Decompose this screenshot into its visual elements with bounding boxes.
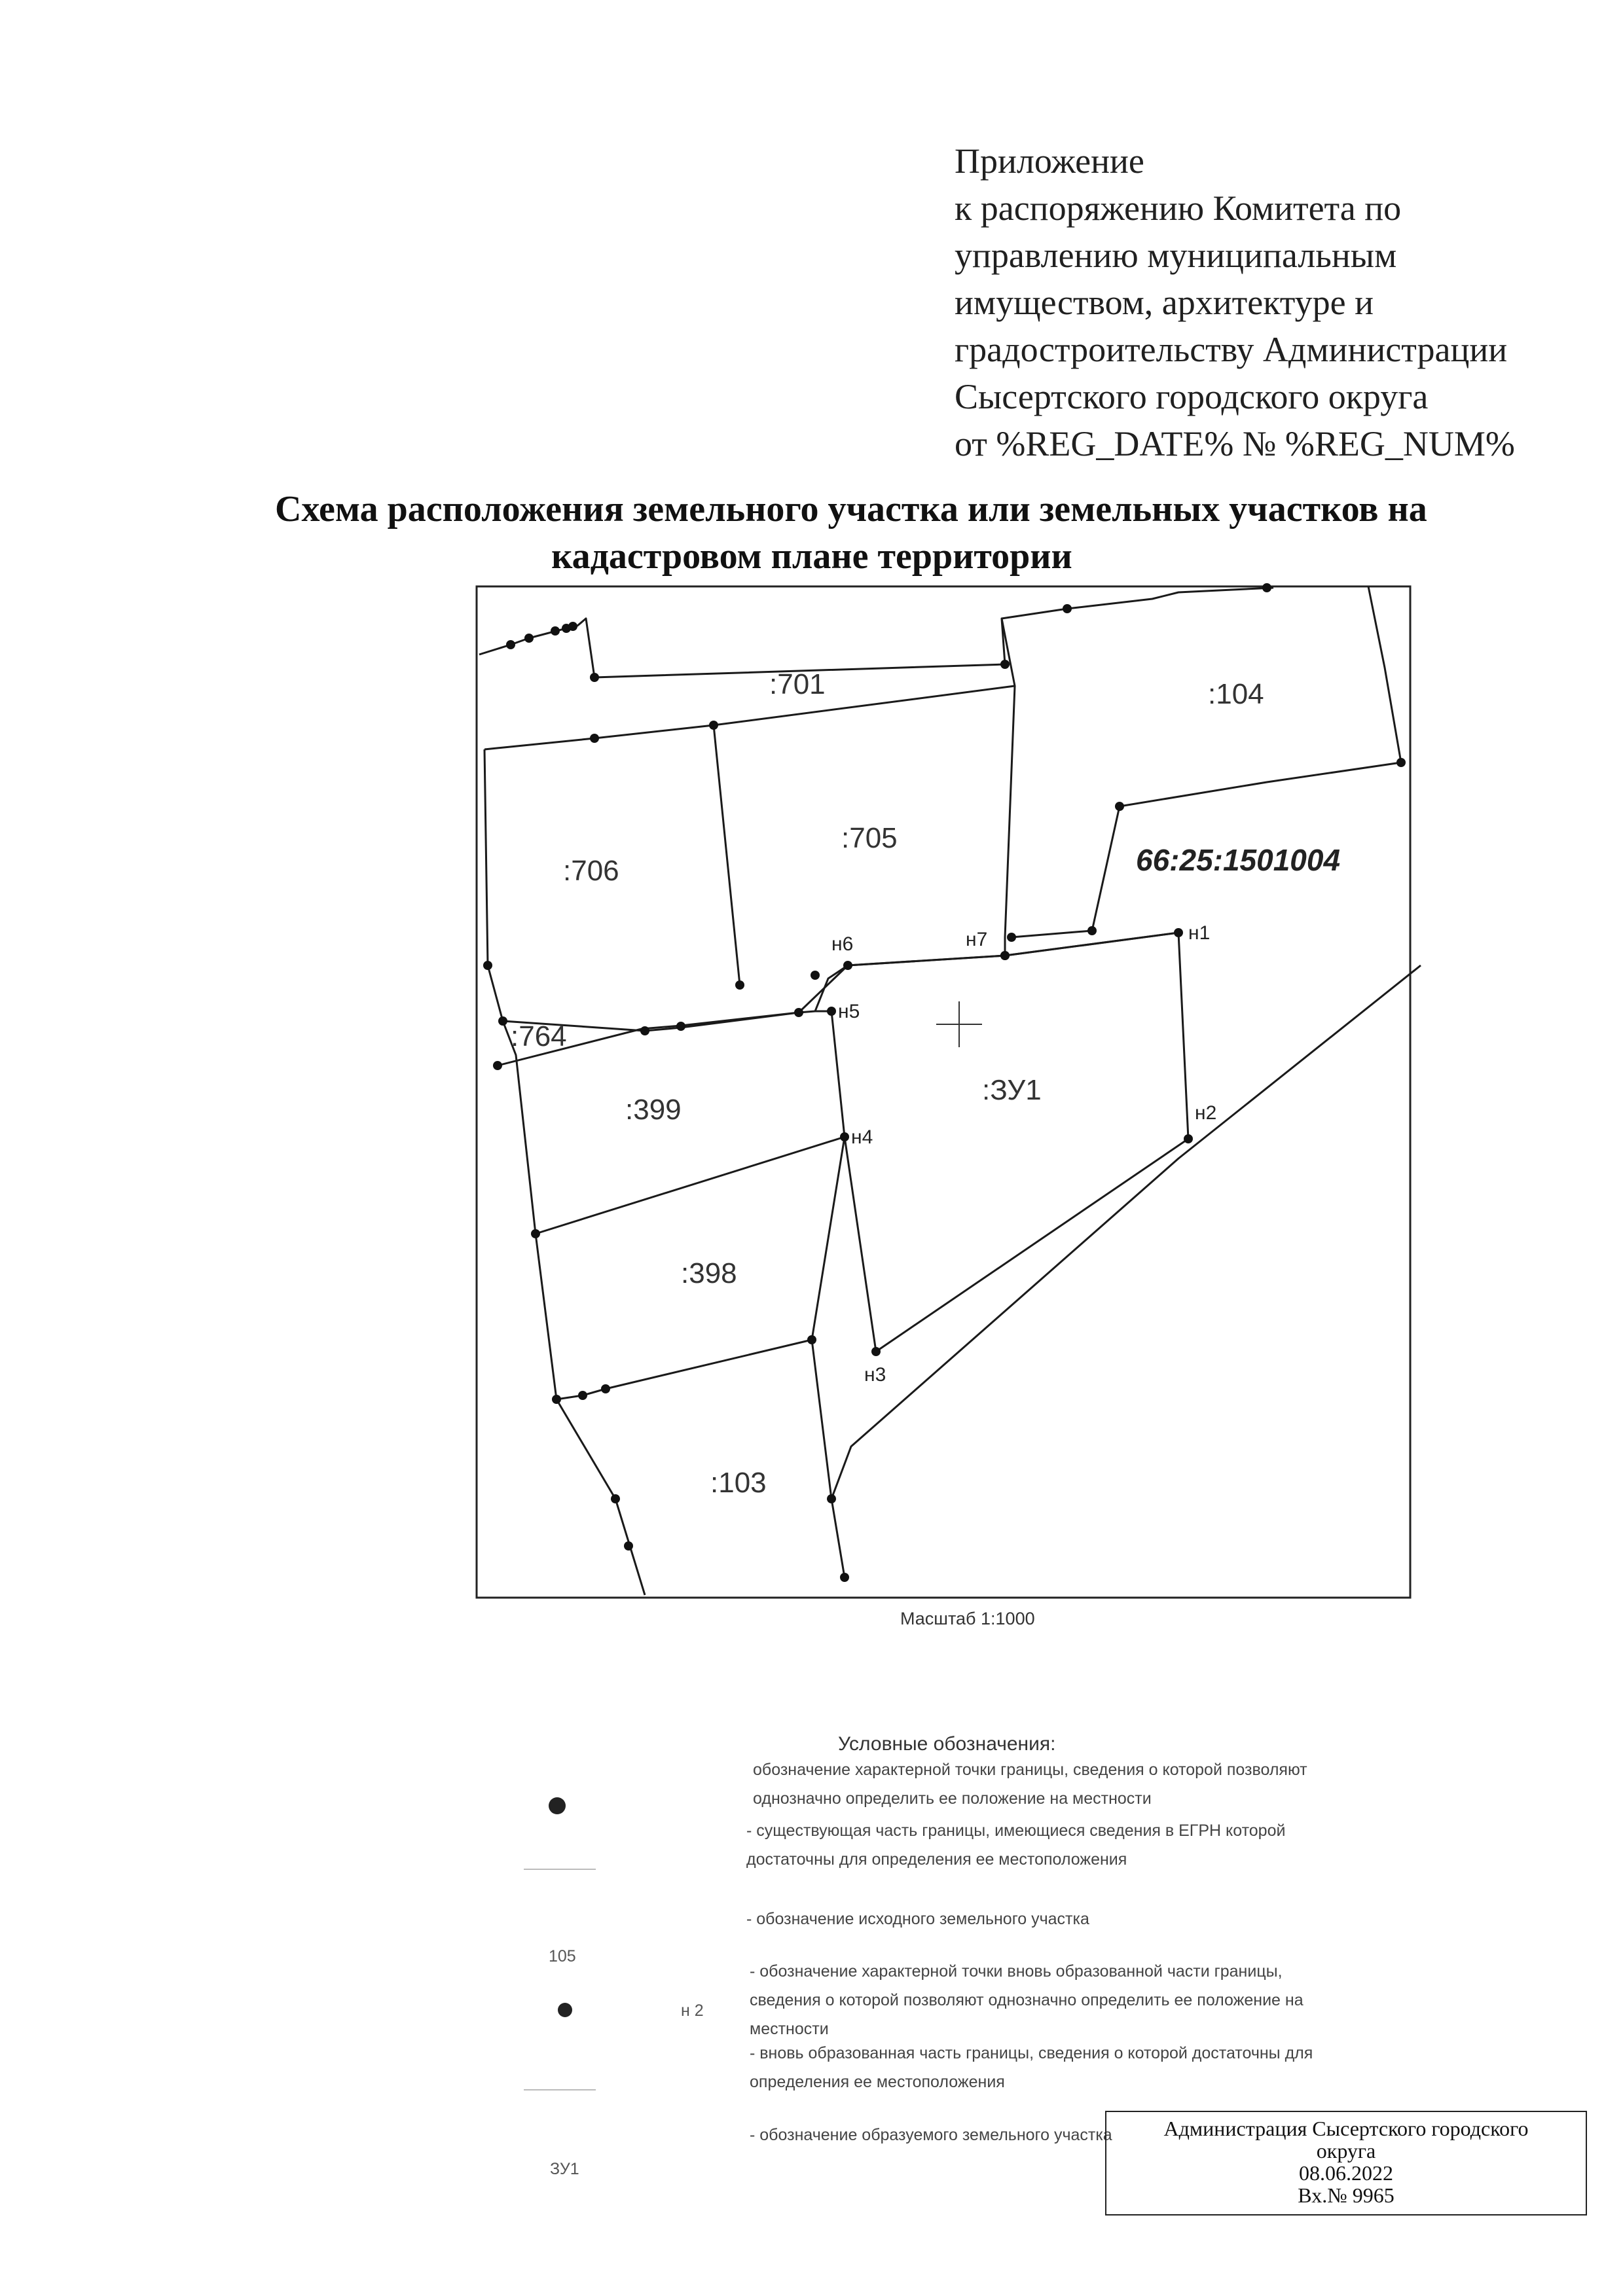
existing-point <box>840 1573 849 1582</box>
appendix-line-2: к распоряжению Комитета по <box>955 188 1402 228</box>
existing-point <box>531 1229 540 1238</box>
legend-item-6 <box>750 2121 1112 2149</box>
legend-source-parcel-symbol: 105 <box>549 1947 576 1965</box>
appendix-line-3: управлению муниципальным <box>955 236 1397 275</box>
existing-point <box>735 980 744 990</box>
boundary-701-top <box>479 619 1005 677</box>
label-h2: н2 <box>1195 1102 1217 1124</box>
existing-point <box>552 1395 561 1404</box>
existing-point <box>483 961 492 970</box>
title-line-2: кадастровом плане территории <box>551 536 1072 577</box>
legend-existing-line-icon <box>524 1869 596 1870</box>
legend-point-dot-icon <box>549 1797 566 1814</box>
registration-stamp <box>1105 2111 1587 2215</box>
boundary-701-right <box>1002 609 1067 664</box>
label-103: :103 <box>710 1467 767 1499</box>
legend-item-5-line-2: определения ее местоположения <box>750 2073 1005 2091</box>
boundary-h2-h3 <box>876 1139 1188 1352</box>
stamp-date: 08.06.2022 <box>1299 2161 1393 2185</box>
label-h5: н5 <box>838 1001 860 1022</box>
stamp-line-2: округа <box>1316 2139 1376 2162</box>
new-boundaries <box>848 933 1188 1352</box>
boundary-h1-h2 <box>1178 933 1188 1139</box>
point-h5 <box>827 1007 836 1016</box>
existing-point <box>709 721 718 730</box>
boundary-104-east <box>1012 586 1401 937</box>
point-h3 <box>871 1347 881 1356</box>
legend-item-2-line-1: - существующая часть границы, имеющиеся сведения в ЕГРН которой <box>746 1821 1286 1840</box>
legend-item-3 <box>746 1905 1089 1933</box>
boundary-705-706 <box>714 725 740 985</box>
stamp-line-1: Администрация Сысертского городского <box>1163 2117 1529 2140</box>
label-398: :398 <box>681 1257 737 1289</box>
existing-boundaries <box>479 586 1421 1595</box>
label-h1: н1 <box>1188 922 1211 944</box>
existing-point <box>1087 926 1097 935</box>
label-h3: н3 <box>864 1364 886 1386</box>
legend-new-point-dot-icon <box>558 2003 572 2017</box>
boundary-103-right <box>812 1340 845 1577</box>
label-h4: н4 <box>851 1126 873 1148</box>
boundary-h5-h4 <box>812 1011 845 1340</box>
existing-point <box>1396 758 1406 767</box>
label-h7: н7 <box>966 929 988 950</box>
label-399: :399 <box>625 1094 682 1126</box>
legend-item-1 <box>753 1755 1307 1813</box>
legend-item-1-line-2: однозначно определить ее положение на местности <box>753 1789 1152 1808</box>
existing-points <box>483 583 1406 1582</box>
legend-item-6-line-1: - обозначение образуемого земельного участка <box>750 2126 1112 2144</box>
existing-point <box>807 1335 816 1344</box>
legend-item-3-line-1: - обозначение исходного земельного участка <box>746 1910 1089 1928</box>
point-labels <box>831 922 1216 1386</box>
legend-item-1-line-1: обозначение характерной точки границы, сведения о которой позволяют <box>753 1761 1307 1779</box>
existing-point <box>498 1016 507 1026</box>
existing-point <box>611 1494 620 1503</box>
point-h2 <box>1184 1134 1193 1143</box>
existing-point <box>1000 660 1010 669</box>
existing-point <box>640 1026 649 1035</box>
label-706: :706 <box>563 855 619 887</box>
existing-point <box>524 634 534 643</box>
point-h6 <box>843 961 852 970</box>
existing-point <box>590 734 599 743</box>
legend-item-4 <box>750 1957 1304 2043</box>
existing-point <box>578 1391 587 1400</box>
point-h1 <box>1174 928 1183 937</box>
label-zu1: :ЗУ1 <box>982 1074 1042 1106</box>
label-h6: н6 <box>831 933 854 955</box>
legend-item-5-line-1: - вновь образованная часть границы, сведения о которой достаточны для <box>750 2044 1313 2062</box>
legend-item-2-line-2: достаточны для определения ее местоположения <box>746 1850 1127 1869</box>
existing-point <box>1115 802 1124 811</box>
appendix-line-1: Приложение <box>955 141 1144 181</box>
boundary-764-b2 <box>681 965 848 1026</box>
map-frame <box>477 586 1410 1598</box>
existing-point <box>811 971 820 980</box>
cadastral-quarter-number: 66:25:1501004 <box>1136 843 1341 877</box>
existing-point <box>568 622 577 631</box>
existing-point <box>551 626 560 636</box>
label-705: :705 <box>841 822 898 854</box>
point-h4 <box>840 1132 849 1141</box>
legend-item-5 <box>750 2039 1313 2096</box>
legend-title: Условные обозначения: <box>838 1733 1056 1755</box>
existing-point <box>601 1384 610 1393</box>
boundary-398-103 <box>556 1340 812 1399</box>
legend-item-4-line-3: местности <box>750 2020 829 2038</box>
existing-point <box>590 673 599 682</box>
boundary-701-bottom <box>484 686 1015 749</box>
boundary-104 <box>1067 588 1273 609</box>
legend-item-4-line-2: сведения о которой позволяют однозначно определить ее положение на <box>750 1991 1304 2009</box>
appendix-line-6: Сысертского городского округа <box>955 377 1429 416</box>
legend-new-line-icon <box>524 2089 596 2090</box>
appendix-line-5: градостроительству Администрации <box>955 330 1508 369</box>
point-h7 <box>1000 951 1010 960</box>
existing-point <box>1262 583 1271 592</box>
legend-item-2 <box>746 1816 1285 1874</box>
existing-point <box>794 1008 803 1017</box>
appendix-line-4: имуществом, архитектуре и <box>955 283 1374 322</box>
legend-item-4-line-1: - обозначение характерной точки вновь образованной части границы, <box>750 1962 1283 1981</box>
existing-point <box>624 1541 633 1551</box>
existing-point <box>676 1022 685 1031</box>
boundary-399-398 <box>536 1137 845 1234</box>
appendix-line-7: от %REG_DATE% № %REG_NUM% <box>955 424 1515 463</box>
label-104: :104 <box>1208 678 1264 710</box>
title-line-1: Схема расположения земельного участка или земельных участков на <box>275 489 1427 529</box>
existing-point <box>1063 604 1072 613</box>
label-701: :701 <box>769 668 826 700</box>
existing-point <box>506 640 515 649</box>
centroid-cross <box>936 1001 982 1047</box>
parcel-labels <box>511 668 1264 1499</box>
boundary-vertical-705 <box>1002 619 1015 956</box>
legend-new-point-symbol: н 2 <box>681 2001 704 2020</box>
existing-point <box>1007 933 1016 942</box>
existing-point <box>827 1494 836 1503</box>
stamp-number: Вх.№ 9965 <box>1298 2183 1395 2207</box>
boundary-diagonal <box>831 965 1421 1499</box>
new-points <box>827 928 1193 1356</box>
scale-label: Масштаб 1:1000 <box>900 1609 1035 1628</box>
boundary-h4-h3 <box>845 1137 876 1352</box>
legend-new-parcel-symbol: ЗУ1 <box>550 2160 579 2178</box>
existing-point <box>493 1061 502 1070</box>
label-764: :764 <box>511 1020 567 1052</box>
